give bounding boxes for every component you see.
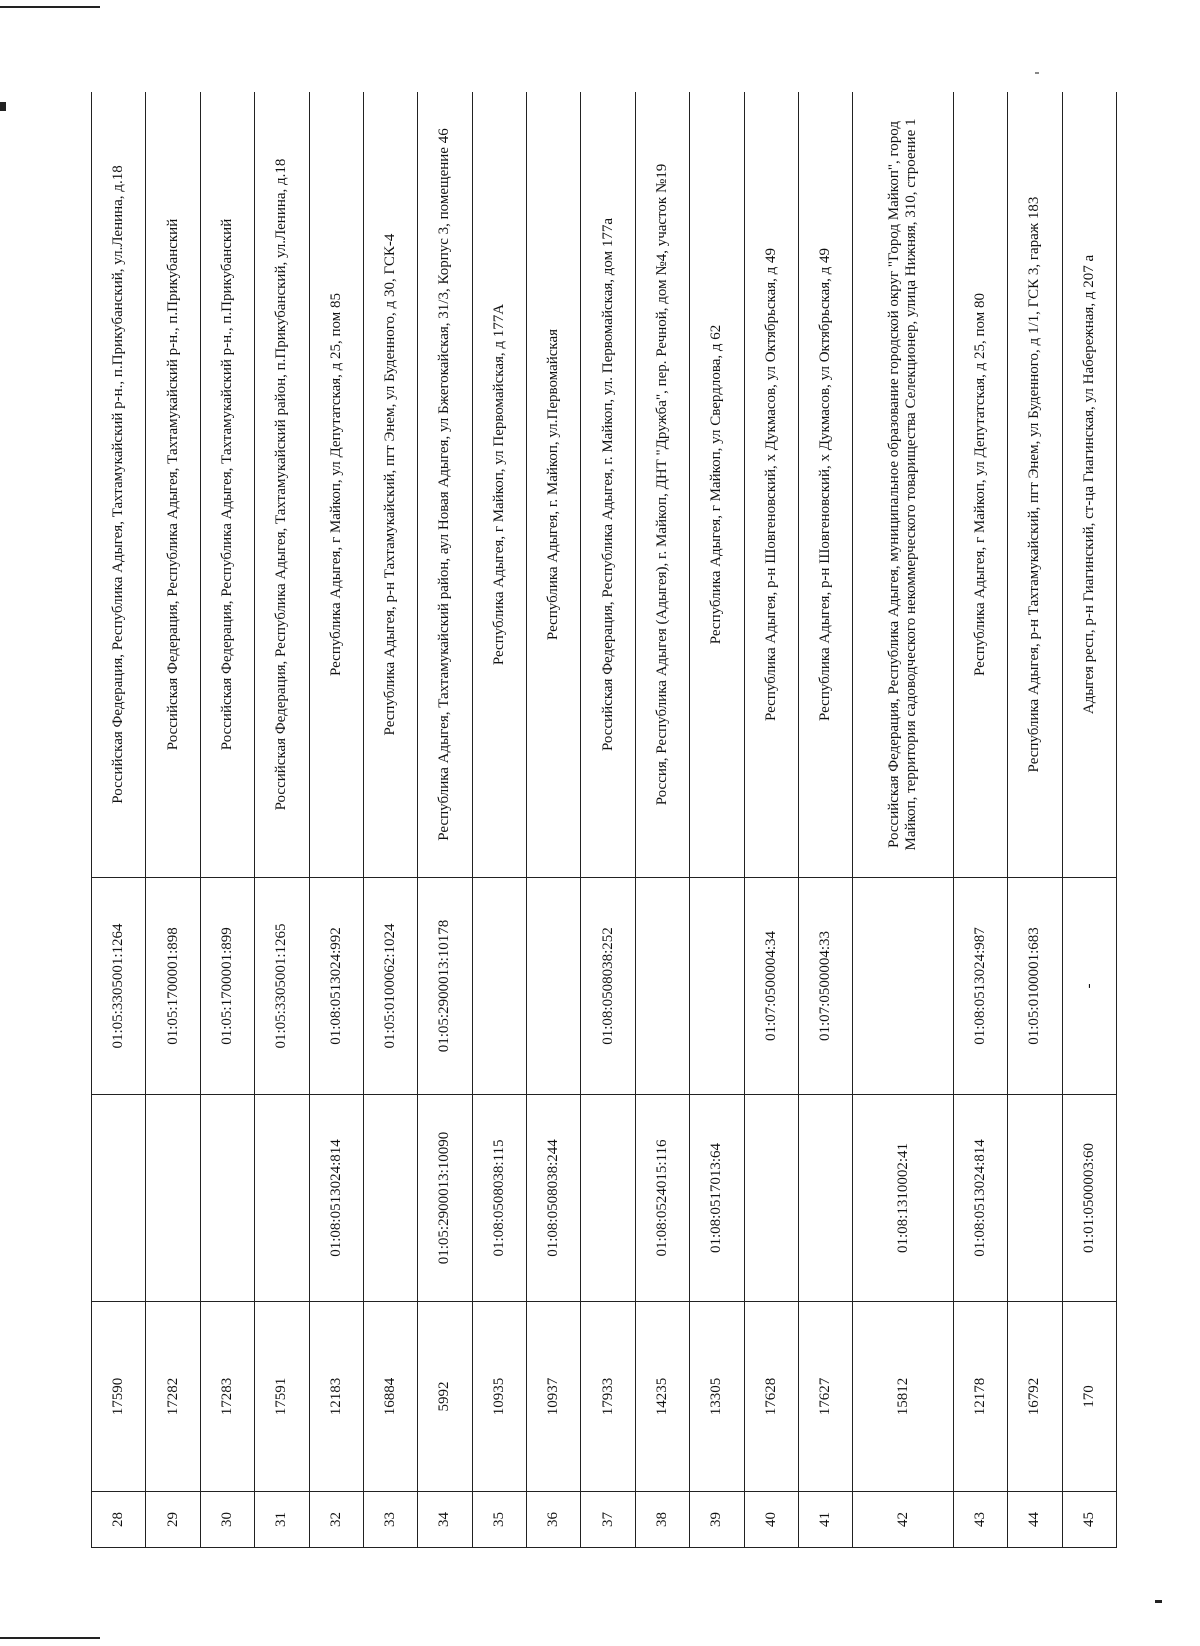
row-number-cell: 30	[200, 1492, 254, 1548]
land-cadastral-number-cell	[363, 1095, 417, 1302]
object-id-cell: 17628	[744, 1302, 798, 1492]
address-cell: Республика Адыгея, Тахтамукайский район, аул Новая Адыгея, ул Бжегокайская, 31/3, Корпус 3, помещение 46	[418, 92, 472, 878]
table-row	[1062, 92, 1116, 1548]
table-row	[635, 92, 689, 1548]
object-id-cell: 17590	[92, 1302, 146, 1492]
object-id-cell: 10937	[527, 1302, 581, 1492]
address-cell: Российская Федерация, Республика Адыгея, г. Майкоп, ул. Первомайская, дом 177а	[581, 92, 635, 878]
object-cadastral-number-cell: 01:05:0100001:683	[1008, 878, 1062, 1095]
row-number-cell: 44	[1008, 1492, 1062, 1548]
object-cadastral-number-cell	[527, 878, 581, 1095]
object-id-cell: 17283	[200, 1302, 254, 1492]
address-cell: Российская Федерация, Республика Адыгея, Тахтамукайский р-н., п.Прикубанский, ул.Ленина, д.18	[92, 92, 146, 878]
row-number-cell: 40	[744, 1492, 798, 1548]
address-cell: Республика Адыгея, р-н Шовгеновский, х Дукмасов, ул Октябрьская, д 49	[744, 92, 798, 878]
object-cadastral-number-cell: -	[1062, 878, 1116, 1095]
address-cell: Россия, Республика Адыгея (Адыгея), г. Майкоп, ДНТ "Дружба", пер. Речной, дом №4, участок №19	[635, 92, 689, 878]
land-cadastral-number-cell: 01:08:0517013:64	[690, 1095, 744, 1302]
land-cadastral-number-cell: 01:08:0524015:116	[635, 1095, 689, 1302]
table-row	[853, 92, 954, 1548]
row-number-cell: 35	[472, 1492, 526, 1548]
object-id-cell: 13305	[690, 1302, 744, 1492]
object-id-cell: 10935	[472, 1302, 526, 1492]
object-id-cell: 15812	[853, 1302, 954, 1492]
object-cadastral-number-cell	[690, 878, 744, 1095]
scan-edge-mark-left	[0, 102, 6, 111]
object-id-cell: 16884	[363, 1302, 417, 1492]
row-number-cell: 28	[92, 1492, 146, 1548]
object-cadastral-number-cell	[472, 878, 526, 1095]
address-cell: Российская Федерация, Республика Адыгея, муниципальное образование городской округ "Город Майкоп", город Майкоп, территория садоводческого некоммерческого товарищества Селекционер, улица Нижняя, 310, строение 1	[853, 92, 954, 878]
land-cadastral-number-cell	[200, 1095, 254, 1302]
object-id-cell: 12183	[309, 1302, 363, 1492]
table-row	[1008, 92, 1062, 1548]
address-cell: Республика Адыгея, р-н Шовгеновский, х Дукмасов, ул Октябрьская, д 49	[798, 92, 852, 878]
table-row	[309, 92, 363, 1548]
document-page	[91, 92, 1117, 1548]
table-body	[92, 92, 1117, 1548]
table-row	[527, 92, 581, 1548]
object-id-cell: 16792	[1008, 1302, 1062, 1492]
table-row	[418, 92, 472, 1548]
land-cadastral-number-cell: 01:08:0513024:814	[309, 1095, 363, 1302]
address-cell: Республика Адыгея, р-н Тахтамукайский, пгт Энем, ул Буденного, д 30, ГСК-4	[363, 92, 417, 878]
table-row	[255, 92, 309, 1548]
row-number-cell: 33	[363, 1492, 417, 1548]
object-cadastral-number-cell: 01:05:0100062:1024	[363, 878, 417, 1095]
land-cadastral-number-cell: 01:08:1310002:41	[853, 1095, 954, 1302]
scan-speck-bottom-right	[1155, 1600, 1162, 1603]
object-cadastral-number-cell: 01:07:0500004:34	[744, 878, 798, 1095]
address-cell: Республика Адыгея, г Майкоп, ул Депутатская, д 25, пом 80	[953, 92, 1007, 878]
land-cadastral-number-cell	[581, 1095, 635, 1302]
land-cadastral-number-cell	[146, 1095, 200, 1302]
row-number-cell: 38	[635, 1492, 689, 1548]
address-cell: Республика Адыгея, р-н Тахтамукайский, пгт Энем, ул Буденного, д 1/1, ГСК 3, гараж 183	[1008, 92, 1062, 878]
address-cell: Адыгея респ, р-н Гиагинский, ст-ца Гиагинская, ул Набережная, д 207 а	[1062, 92, 1116, 878]
object-id-cell: 14235	[635, 1302, 689, 1492]
table-row	[581, 92, 635, 1548]
land-cadastral-number-cell	[1008, 1095, 1062, 1302]
table-row	[363, 92, 417, 1548]
rotated-table-container	[91, 92, 1117, 1548]
object-cadastral-number-cell: 01:05:3305001:1265	[255, 878, 309, 1095]
row-number-cell: 36	[527, 1492, 581, 1548]
object-id-cell: 12178	[953, 1302, 1007, 1492]
object-id-cell: 17591	[255, 1302, 309, 1492]
table-row	[472, 92, 526, 1548]
scan-edge-line-bottom	[0, 1637, 100, 1639]
object-cadastral-number-cell	[853, 878, 954, 1095]
land-cadastral-number-cell	[92, 1095, 146, 1302]
scan-speck-top-right	[1035, 72, 1039, 74]
table-row	[798, 92, 852, 1548]
address-cell: Российская Федерация, Республика Адыгея, Тахтамукайский р-н., п.Прикубанский	[200, 92, 254, 878]
row-number-cell: 37	[581, 1492, 635, 1548]
row-number-cell: 39	[690, 1492, 744, 1548]
scan-edge-line-top	[0, 6, 100, 8]
row-number-cell: 32	[309, 1492, 363, 1548]
land-cadastral-number-cell	[255, 1095, 309, 1302]
object-cadastral-number-cell: 01:07:0500004:33	[798, 878, 852, 1095]
object-id-cell: 170	[1062, 1302, 1116, 1492]
land-cadastral-number-cell: 01:08:0508038:244	[527, 1095, 581, 1302]
property-registry-table	[91, 92, 1117, 1548]
address-cell: Российская Федерация, Республика Адыгея, Тахтамукайский р-н., п.Прикубанский	[146, 92, 200, 878]
row-number-cell: 42	[853, 1492, 954, 1548]
address-cell: Республика Адыгея, г Майкоп, ул Свердлова, д 62	[690, 92, 744, 878]
object-cadastral-number-cell: 01:05:1700001:899	[200, 878, 254, 1095]
table-row	[690, 92, 744, 1548]
object-cadastral-number-cell	[635, 878, 689, 1095]
row-number-cell: 34	[418, 1492, 472, 1548]
row-number-cell: 41	[798, 1492, 852, 1548]
table-row	[744, 92, 798, 1548]
object-cadastral-number-cell: 01:05:1700001:898	[146, 878, 200, 1095]
address-cell: Республика Адыгея, г Майкоп, ул Депутатская, д 25, пом 85	[309, 92, 363, 878]
object-cadastral-number-cell: 01:08:0513024:987	[953, 878, 1007, 1095]
object-cadastral-number-cell: 01:05:3305001:1264	[92, 878, 146, 1095]
row-number-cell: 45	[1062, 1492, 1116, 1548]
land-cadastral-number-cell	[744, 1095, 798, 1302]
table-row	[92, 92, 146, 1548]
land-cadastral-number-cell: 01:08:0508038:115	[472, 1095, 526, 1302]
object-cadastral-number-cell: 01:08:0508038:252	[581, 878, 635, 1095]
table-row	[200, 92, 254, 1548]
object-cadastral-number-cell: 01:05:2900013:10178	[418, 878, 472, 1095]
land-cadastral-number-cell: 01:05:2900013:10090	[418, 1095, 472, 1302]
object-cadastral-number-cell: 01:08:0513024:992	[309, 878, 363, 1095]
row-number-cell: 43	[953, 1492, 1007, 1548]
land-cadastral-number-cell: 01:01:0500003:60	[1062, 1095, 1116, 1302]
address-cell: Республика Адыгея, г Майкоп, ул Первомайская, д 177А	[472, 92, 526, 878]
row-number-cell: 31	[255, 1492, 309, 1548]
table-row	[146, 92, 200, 1548]
address-cell: Российская Федерация, Республика Адыгея, Тахтамукайский район, п.Прикубанский, ул.Ленина, д.18	[255, 92, 309, 878]
row-number-cell: 29	[146, 1492, 200, 1548]
object-id-cell: 17282	[146, 1302, 200, 1492]
address-cell: Республика Адыгея, г. Майкоп, ул.Первомайская	[527, 92, 581, 878]
object-id-cell: 5992	[418, 1302, 472, 1492]
object-id-cell: 17627	[798, 1302, 852, 1492]
land-cadastral-number-cell	[798, 1095, 852, 1302]
table-row	[953, 92, 1007, 1548]
object-id-cell: 17933	[581, 1302, 635, 1492]
land-cadastral-number-cell: 01:08:0513024:814	[953, 1095, 1007, 1302]
